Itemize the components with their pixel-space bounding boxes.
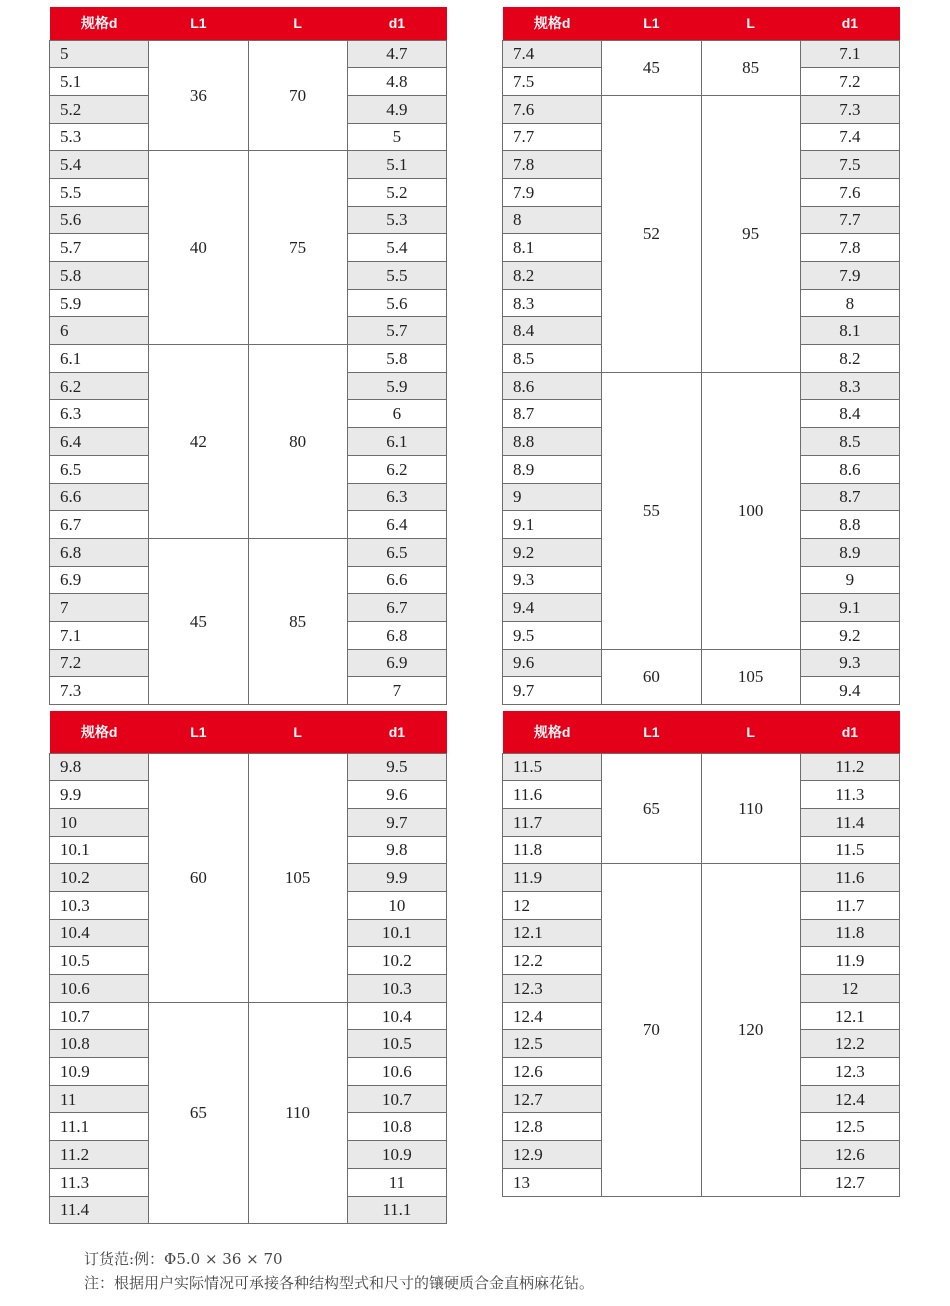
- header-spec-d: 规格d: [50, 711, 149, 753]
- cell-l1: 45: [602, 40, 701, 95]
- cell-d1: 6.1: [347, 428, 446, 456]
- cell-spec-d: 8.5: [503, 345, 602, 373]
- cell-d1: 11.6: [800, 864, 899, 892]
- cell-spec-d: 7.3: [50, 677, 149, 705]
- cell-d1: 4.7: [347, 40, 446, 68]
- cell-spec-d: 5.3: [50, 123, 149, 151]
- cell-spec-d: 10.8: [50, 1030, 149, 1058]
- cell-d1: 11: [347, 1168, 446, 1196]
- cell-d1: 8.1: [800, 317, 899, 345]
- cell-spec-d: 10.1: [50, 836, 149, 864]
- cell-spec-d: 10.7: [50, 1002, 149, 1030]
- cell-spec-d: 6.6: [50, 483, 149, 511]
- cell-spec-d: 8.8: [503, 428, 602, 456]
- table-row: [503, 753, 900, 781]
- header-l: L: [701, 7, 800, 40]
- cell-d1: 12.7: [800, 1168, 899, 1196]
- cell-d1: 7.8: [800, 234, 899, 262]
- cell-spec-d: 12.4: [503, 1002, 602, 1030]
- cell-l: 105: [248, 753, 347, 1002]
- cell-d1: 10.8: [347, 1113, 446, 1141]
- cell-spec-d: 7.1: [50, 621, 149, 649]
- cell-spec-d: 7.5: [503, 68, 602, 96]
- cell-spec-d: 5.2: [50, 95, 149, 123]
- table-row: [50, 538, 447, 566]
- cell-spec-d: 12.1: [503, 919, 602, 947]
- cell-spec-d: 11.2: [50, 1141, 149, 1169]
- cell-spec-d: 7.6: [503, 95, 602, 123]
- cell-l1: 65: [149, 1002, 248, 1224]
- cell-d1: 11.7: [800, 891, 899, 919]
- cell-d1: 11.1: [347, 1196, 446, 1224]
- cell-spec-d: 5: [50, 40, 149, 68]
- cell-spec-d: 9.3: [503, 566, 602, 594]
- cell-spec-d: 5.4: [50, 151, 149, 179]
- cell-d1: 9.3: [800, 649, 899, 677]
- cell-d1: 6.3: [347, 483, 446, 511]
- spec-table-3: [49, 711, 447, 1224]
- cell-d1: 11.2: [800, 753, 899, 781]
- cell-spec-d: 11.5: [503, 753, 602, 781]
- cell-spec-d: 9.6: [503, 649, 602, 677]
- cell-spec-d: 9.5: [503, 621, 602, 649]
- cell-l1: 52: [602, 95, 701, 372]
- cell-d1: 10.1: [347, 919, 446, 947]
- cell-d1: 10: [347, 891, 446, 919]
- cell-l1: 60: [149, 753, 248, 1002]
- cell-d1: 11.8: [800, 919, 899, 947]
- header-l1: L1: [149, 711, 248, 753]
- cell-spec-d: 10.6: [50, 975, 149, 1003]
- header-l: L: [248, 7, 347, 40]
- header-spec-d: 规格d: [503, 711, 602, 753]
- spec-table-1: [49, 7, 447, 705]
- cell-spec-d: 10.5: [50, 947, 149, 975]
- cell-spec-d: 9.2: [503, 538, 602, 566]
- cell-spec-d: 10.4: [50, 919, 149, 947]
- cell-spec-d: 9.7: [503, 677, 602, 705]
- cell-l1: 65: [602, 753, 701, 864]
- cell-d1: 7.4: [800, 123, 899, 151]
- cell-spec-d: 8.3: [503, 289, 602, 317]
- cell-spec-d: 8.9: [503, 455, 602, 483]
- cell-l1: 40: [149, 151, 248, 345]
- cell-spec-d: 7: [50, 594, 149, 622]
- cell-spec-d: 9: [503, 483, 602, 511]
- cell-spec-d: 6: [50, 317, 149, 345]
- cell-d1: 7.2: [800, 68, 899, 96]
- header-l: L: [701, 711, 800, 753]
- cell-spec-d: 11.1: [50, 1113, 149, 1141]
- cell-spec-d: 12.7: [503, 1085, 602, 1113]
- header-l1: L1: [602, 7, 701, 40]
- table-row: [503, 95, 900, 123]
- cell-d1: 7.6: [800, 178, 899, 206]
- header-l1: L1: [149, 7, 248, 40]
- cell-spec-d: 6.3: [50, 400, 149, 428]
- cell-spec-d: 7.2: [50, 649, 149, 677]
- cell-d1: 5.8: [347, 345, 446, 373]
- cell-spec-d: 6.5: [50, 455, 149, 483]
- cell-spec-d: 10.2: [50, 864, 149, 892]
- cell-d1: 7: [347, 677, 446, 705]
- cell-spec-d: 9.8: [50, 753, 149, 781]
- cell-d1: 6: [347, 400, 446, 428]
- table-row: [503, 864, 900, 892]
- header-d1: d1: [347, 711, 446, 753]
- cell-l: 70: [248, 40, 347, 151]
- cell-spec-d: 7.4: [503, 40, 602, 68]
- cell-d1: 7.1: [800, 40, 899, 68]
- cell-spec-d: 6.1: [50, 345, 149, 373]
- cell-spec-d: 11.7: [503, 808, 602, 836]
- header-spec-d: 规格d: [50, 7, 149, 40]
- cell-d1: 7.3: [800, 95, 899, 123]
- cell-spec-d: 9.9: [50, 781, 149, 809]
- cell-d1: 8: [800, 289, 899, 317]
- cell-spec-d: 10: [50, 808, 149, 836]
- cell-d1: 8.9: [800, 538, 899, 566]
- cell-spec-d: 7.7: [503, 123, 602, 151]
- header-d1: d1: [800, 711, 899, 753]
- cell-d1: 12: [800, 975, 899, 1003]
- order-example: 订货范:例：Φ5.0 × 36 × 70: [84, 1250, 283, 1268]
- cell-spec-d: 5.9: [50, 289, 149, 317]
- cell-d1: 12.6: [800, 1141, 899, 1169]
- cell-spec-d: 11.3: [50, 1168, 149, 1196]
- cell-d1: 5.5: [347, 262, 446, 290]
- cell-d1: 11.3: [800, 781, 899, 809]
- cell-spec-d: 8.4: [503, 317, 602, 345]
- cell-spec-d: 11.9: [503, 864, 602, 892]
- cell-d1: 11.5: [800, 836, 899, 864]
- cell-d1: 5.6: [347, 289, 446, 317]
- spec-table-2: [502, 7, 900, 705]
- table-row: [50, 151, 447, 179]
- cell-d1: 9.9: [347, 864, 446, 892]
- header-spec-d: 规格d: [503, 7, 602, 40]
- cell-d1: 10.4: [347, 1002, 446, 1030]
- footer-note: 注：根据用户实际情况可承接各种结构型式和尺寸的镶硬质合金直柄麻花钻。: [84, 1274, 595, 1292]
- header-d1: d1: [800, 7, 899, 40]
- cell-spec-d: 12.8: [503, 1113, 602, 1141]
- cell-l1: 36: [149, 40, 248, 151]
- cell-d1: 5.9: [347, 372, 446, 400]
- cell-l: 105: [701, 649, 800, 704]
- cell-d1: 8.8: [800, 511, 899, 539]
- cell-d1: 5.2: [347, 178, 446, 206]
- cell-spec-d: 12: [503, 891, 602, 919]
- cell-d1: 8.2: [800, 345, 899, 373]
- cell-l1: 55: [602, 372, 701, 649]
- cell-l: 75: [248, 151, 347, 345]
- cell-spec-d: 11.6: [503, 781, 602, 809]
- cell-spec-d: 5.8: [50, 262, 149, 290]
- table-row: [50, 345, 447, 373]
- cell-l: 95: [701, 95, 800, 372]
- cell-spec-d: 10.3: [50, 891, 149, 919]
- cell-d1: 5: [347, 123, 446, 151]
- cell-d1: 10.9: [347, 1141, 446, 1169]
- cell-spec-d: 10.9: [50, 1058, 149, 1086]
- cell-d1: 9.2: [800, 621, 899, 649]
- cell-d1: 4.9: [347, 95, 446, 123]
- cell-d1: 7.9: [800, 262, 899, 290]
- header-l1: L1: [602, 711, 701, 753]
- cell-spec-d: 8.6: [503, 372, 602, 400]
- cell-spec-d: 13: [503, 1168, 602, 1196]
- table-row: [50, 753, 447, 781]
- cell-l: 100: [701, 372, 800, 649]
- cell-spec-d: 5.6: [50, 206, 149, 234]
- cell-d1: 7.5: [800, 151, 899, 179]
- spec-table-4: [502, 711, 900, 1197]
- cell-d1: 8.5: [800, 428, 899, 456]
- cell-d1: 11.9: [800, 947, 899, 975]
- cell-spec-d: 6.4: [50, 428, 149, 456]
- cell-l: 120: [701, 864, 800, 1196]
- cell-d1: 8.4: [800, 400, 899, 428]
- table-row: [50, 1002, 447, 1030]
- cell-spec-d: 7.9: [503, 178, 602, 206]
- table-row: [50, 40, 447, 68]
- cell-spec-d: 12.6: [503, 1058, 602, 1086]
- cell-d1: 9: [800, 566, 899, 594]
- cell-spec-d: 6.7: [50, 511, 149, 539]
- cell-spec-d: 12.3: [503, 975, 602, 1003]
- cell-d1: 9.8: [347, 836, 446, 864]
- cell-spec-d: 11.8: [503, 836, 602, 864]
- cell-d1: 8.3: [800, 372, 899, 400]
- cell-d1: 10.3: [347, 975, 446, 1003]
- cell-d1: 6.2: [347, 455, 446, 483]
- cell-spec-d: 6.2: [50, 372, 149, 400]
- cell-d1: 9.5: [347, 753, 446, 781]
- cell-d1: 5.4: [347, 234, 446, 262]
- cell-spec-d: 8.2: [503, 262, 602, 290]
- cell-spec-d: 12.5: [503, 1030, 602, 1058]
- cell-spec-d: 9.4: [503, 594, 602, 622]
- cell-spec-d: 6.9: [50, 566, 149, 594]
- cell-d1: 11.4: [800, 808, 899, 836]
- cell-d1: 10.6: [347, 1058, 446, 1086]
- cell-d1: 9.1: [800, 594, 899, 622]
- cell-d1: 9.7: [347, 808, 446, 836]
- cell-d1: 6.4: [347, 511, 446, 539]
- cell-spec-d: 8: [503, 206, 602, 234]
- cell-l1: 42: [149, 345, 248, 539]
- cell-l1: 45: [149, 538, 248, 704]
- cell-d1: 12.3: [800, 1058, 899, 1086]
- cell-d1: 10.2: [347, 947, 446, 975]
- cell-spec-d: 12.9: [503, 1141, 602, 1169]
- cell-spec-d: 7.8: [503, 151, 602, 179]
- cell-d1: 9.4: [800, 677, 899, 705]
- cell-d1: 4.8: [347, 68, 446, 96]
- cell-l: 85: [701, 40, 800, 95]
- header-l: L: [248, 711, 347, 753]
- cell-spec-d: 6.8: [50, 538, 149, 566]
- cell-d1: 10.5: [347, 1030, 446, 1058]
- cell-spec-d: 8.7: [503, 400, 602, 428]
- cell-d1: 6.8: [347, 621, 446, 649]
- cell-l1: 60: [602, 649, 701, 704]
- cell-spec-d: 5.7: [50, 234, 149, 262]
- cell-spec-d: 5.5: [50, 178, 149, 206]
- cell-d1: 7.7: [800, 206, 899, 234]
- cell-spec-d: 8.1: [503, 234, 602, 262]
- cell-d1: 5.3: [347, 206, 446, 234]
- cell-spec-d: 11: [50, 1085, 149, 1113]
- cell-l1: 70: [602, 864, 701, 1196]
- cell-d1: 6.7: [347, 594, 446, 622]
- cell-d1: 5.1: [347, 151, 446, 179]
- cell-l: 110: [701, 753, 800, 864]
- cell-spec-d: 12.2: [503, 947, 602, 975]
- cell-d1: 12.2: [800, 1030, 899, 1058]
- cell-spec-d: 5.1: [50, 68, 149, 96]
- cell-l: 80: [248, 345, 347, 539]
- cell-d1: 12.4: [800, 1085, 899, 1113]
- cell-d1: 6.5: [347, 538, 446, 566]
- cell-spec-d: 9.1: [503, 511, 602, 539]
- cell-l: 110: [248, 1002, 347, 1224]
- cell-d1: 8.6: [800, 455, 899, 483]
- cell-d1: 10.7: [347, 1085, 446, 1113]
- cell-d1: 12.1: [800, 1002, 899, 1030]
- table-row: [503, 40, 900, 68]
- cell-d1: 6.9: [347, 649, 446, 677]
- cell-d1: 8.7: [800, 483, 899, 511]
- cell-d1: 9.6: [347, 781, 446, 809]
- cell-spec-d: 11.4: [50, 1196, 149, 1224]
- cell-d1: 6.6: [347, 566, 446, 594]
- cell-d1: 5.7: [347, 317, 446, 345]
- table-row: [503, 649, 900, 677]
- cell-l: 85: [248, 538, 347, 704]
- header-d1: d1: [347, 7, 446, 40]
- cell-d1: 12.5: [800, 1113, 899, 1141]
- table-row: [503, 372, 900, 400]
